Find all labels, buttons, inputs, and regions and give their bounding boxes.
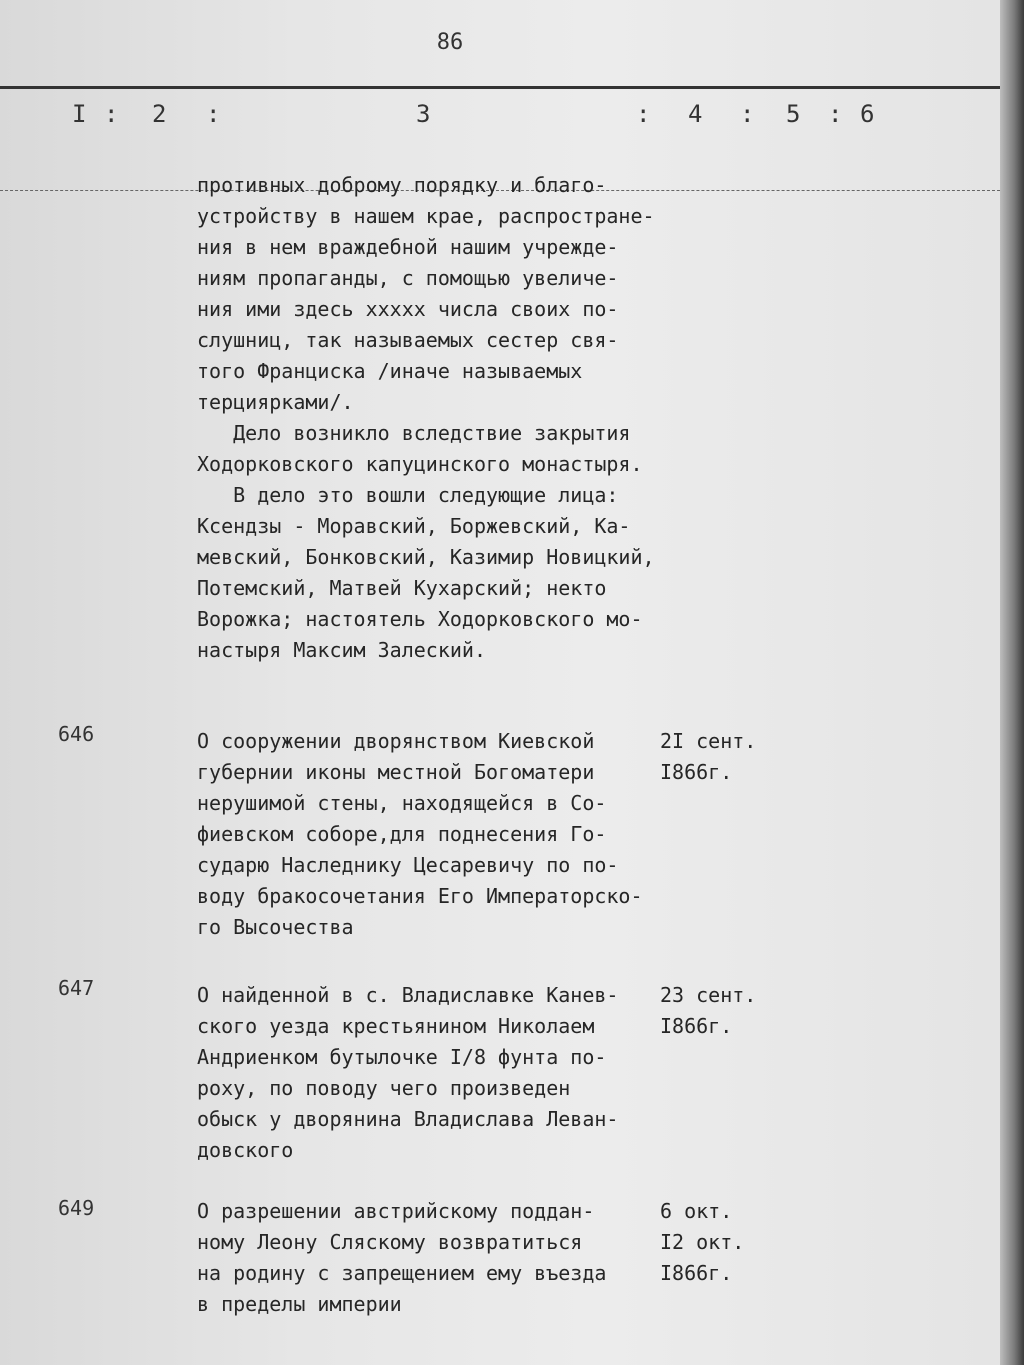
entry-text: О найденной в с. Владиславке Канев- ского уезда крестьянином Николаем Андриенком бутылочке I/8 фунта по- роху, по поводу чего произведен обыск у дворянина Владислава Леван- довского — [197, 983, 619, 1162]
entry-text: О сооружении дворянством Киевской губернии иконы местной Богоматери нерушимой стены, находящейся в Со- фиевском соборе,для поднесения Го- сударю Наследнику Цесаревичу по по- воду бракосочетания Его Императорско- го Высочества — [197, 729, 643, 939]
column-header-6: 6 — [860, 100, 875, 128]
column-header-2: 2 — [152, 100, 167, 128]
entry-number: 647 — [58, 976, 95, 1000]
header-top-rule — [0, 86, 1000, 89]
column-header-3: 3 — [416, 100, 431, 128]
entry-number: 649 — [58, 1196, 95, 1220]
column-separator: : — [636, 100, 651, 128]
column-separator: : — [740, 100, 755, 128]
page-number: 86 — [436, 30, 464, 55]
column-header-4: 4 — [688, 100, 703, 128]
column-separator: : — [104, 100, 119, 128]
column-header-1: I — [72, 100, 87, 128]
entry-date: 2I сент. I866г. — [660, 729, 757, 784]
column-header-5: 5 — [786, 100, 801, 128]
column-separator: : — [828, 100, 843, 128]
entry-date: 6 окт. I2 окт. I866г. — [660, 1199, 745, 1285]
entry-date: 23 сент. I866г. — [660, 983, 757, 1038]
page-edge-shadow — [1000, 0, 1024, 1365]
entry-number: 646 — [58, 722, 95, 746]
continuation-text: противных доброму порядку и благо- устройству в нашем крае, распростране- ния в нем враждебной нашим учрежде- ниям пропаганды, с помощью увеличе- ния ими здесь xxxxx числа своих по- слушниц, так называемых сестер свя- того Франциска /иначе называемых терциярками/. Дело возникло вследствие закрытия Ходорковского капуцинского монастыря. В дело это вошли следующие лица: Ксендзы - Моравский, Боржевский, Ка- мевский, Бонковский, Казимир Новицкий, Потемский, Матвей Кухарский; некто Ворожка; настоятель Ходорковского мо- настыря Максим Залеский. — [197, 173, 655, 662]
column-separator: : — [206, 100, 221, 128]
entry-text: О разрешении австрийскому поддан- ному Леону Сляскому возвратиться на родину с запрещением ему въезда в пределы империи — [197, 1199, 607, 1316]
